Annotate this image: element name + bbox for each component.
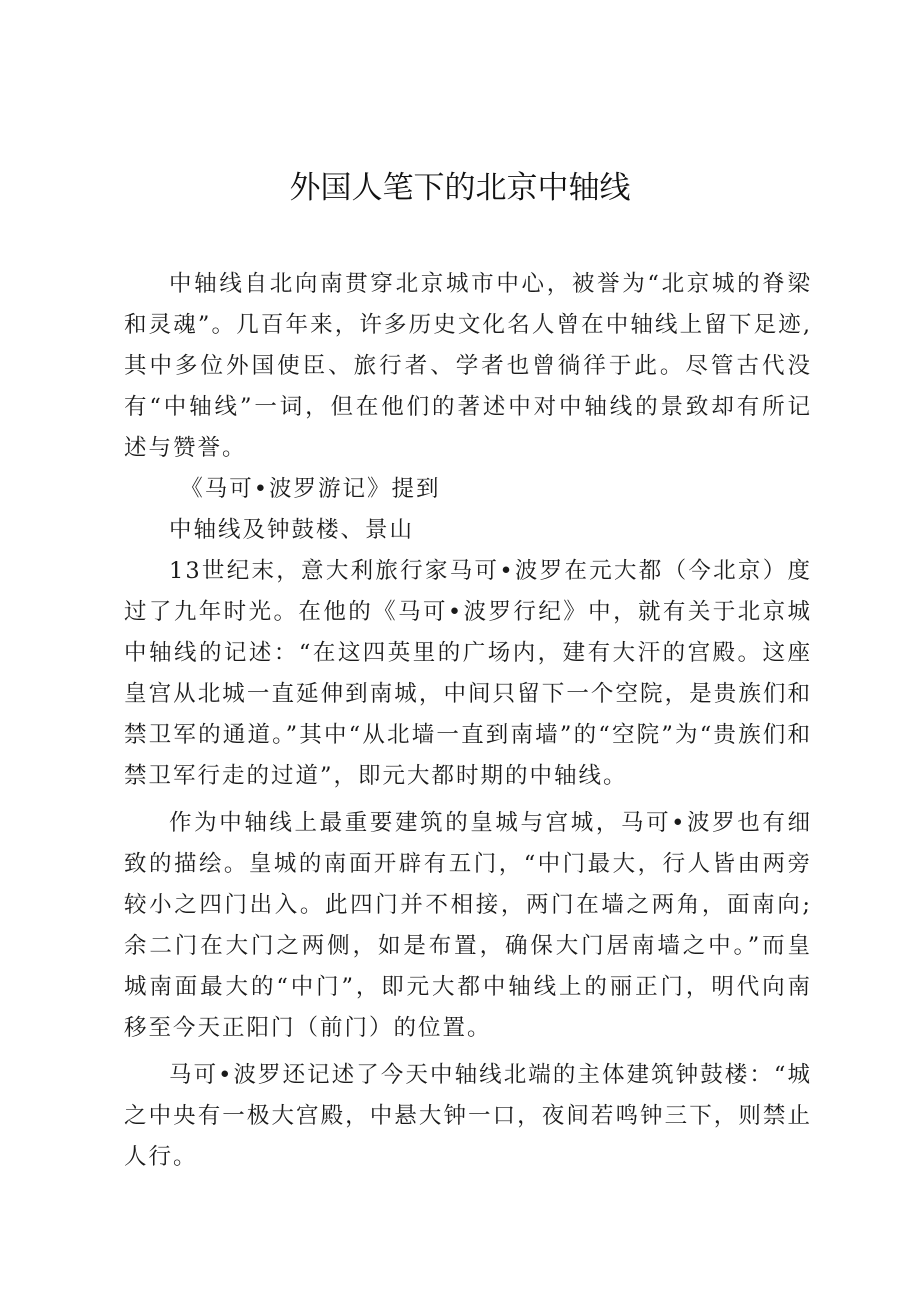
section-heading-line-1: 《马可•波罗游记》提到 bbox=[180, 476, 441, 502]
document-title: 外国人笔下的北京中轴线 bbox=[289, 170, 631, 206]
paragraph-bell-drum-tower: 马可•波罗还记述了今天中轴线北端的主体建筑钟鼓楼：“城之中央有一极大宫殿，中悬大钟一口，夜间若鸣钟三下，则禁止人行。 bbox=[124, 1062, 812, 1170]
paragraph-marco-polo-travel: 13世纪末，意大利旅行家马可•波罗在元大都（今北京）度过了九年时光。在他的《马可•波罗行纪》中，就有关于北京城中轴线的记述：“在这四英里的广场内，建有大汗的宫殿。这座皇宫从北城一直延伸到南城，中间只留下一个空院，是贵族们和禁卫军的通道。”其中“从北墙一直到南墙”的“空院”为“贵族们和禁卫军行走的过道”，即元大都时期的中轴线。 bbox=[124, 558, 812, 789]
document-body bbox=[124, 264, 812, 1178]
paragraph-imperial-city: 作为中轴线上最重要建筑的皇城与宫城，马可•波罗也有细致的描绘。皇城的南面开辟有五门，“中门最大，行人皆由两旁较小之四门出入。此四门并不相接，两门在墙之两角，面南向;余二门在大门之两侧，如是布置，确保大门居南墙之中。”而皇城南面最大的“中门”，即元大都中轴线上的丽正门，明代向南移至今天正阳门（前门）的位置。 bbox=[124, 810, 812, 1041]
section-heading-line-2: 中轴线及钟鼓楼、景山 bbox=[169, 517, 415, 543]
intro-paragraph: 中轴线自北向南贯穿北京城市中心，被誉为“北京城的脊梁和灵魂”。几百年来，许多历史文化名人曾在中轴线上留下足迹,其中多位外国使臣、旅行者、学者也曾徜徉于此。尽管古代没有“中轴线”一词，但在他们的著述中对中轴线的景致却有所记述与赞誉。 bbox=[124, 271, 812, 461]
